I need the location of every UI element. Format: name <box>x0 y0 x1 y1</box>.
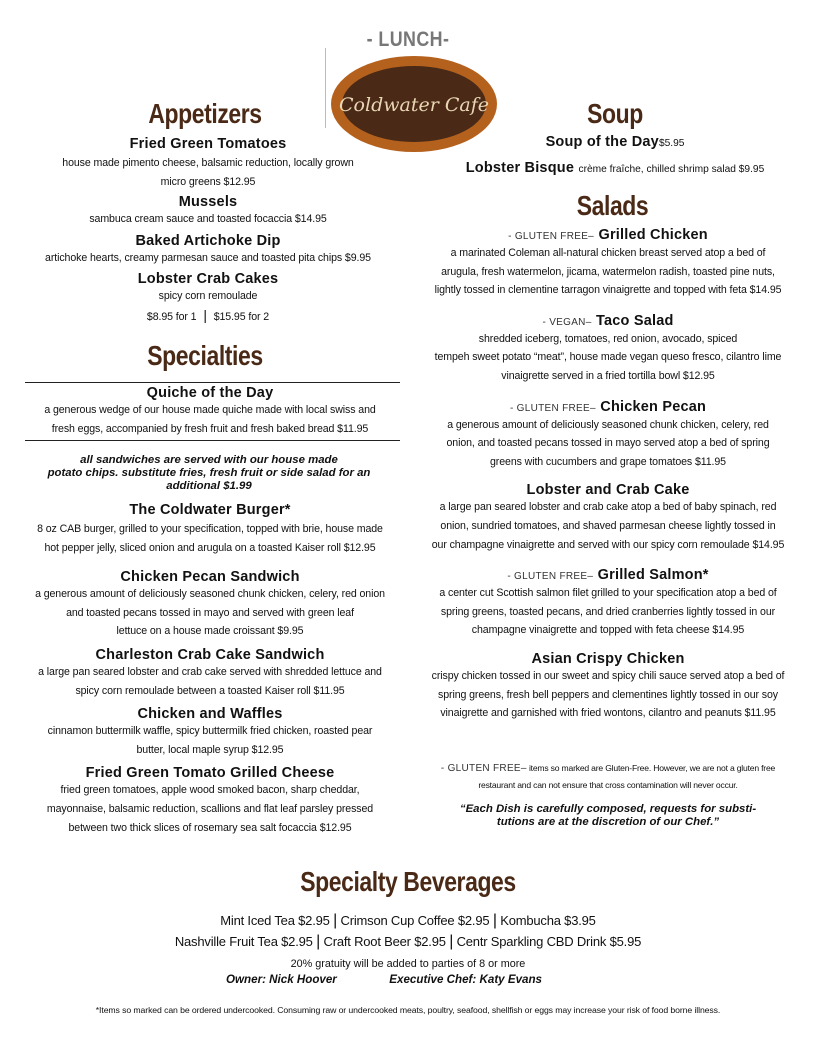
menu-item-name: Baked Artichoke Dip <box>135 232 281 249</box>
menu-item-desc: greens with cucumbers and grape tomatoes $11.95 <box>490 455 726 468</box>
price-double: $15.95 for 2 <box>213 310 270 323</box>
soup-of-day-price: $5.95 <box>658 138 685 149</box>
staff-line <box>226 973 626 986</box>
menu-item-name: Charleston Crab Cake Sandwich <box>95 646 325 663</box>
lunch-label: - LUNCH- <box>366 28 450 51</box>
logo-text: Coldwater Cafe <box>339 94 489 116</box>
menu-item-desc: spicy corn remoulade <box>158 290 258 303</box>
quiche-rule-bottom <box>25 440 400 441</box>
diet-tag: - GLUTEN FREE– <box>509 402 596 414</box>
salads-list <box>408 226 808 723</box>
diet-tag: - GLUTEN FREE– <box>507 571 594 583</box>
quiche-box <box>25 385 395 438</box>
diet-tag: - GLUTEN FREE– <box>440 763 527 774</box>
menu-item-desc: hot pepper jelly, sliced onion and arugula on a toasted Kaiser roll $12.95 <box>44 541 376 554</box>
menu-item-name: Chicken Pecan <box>600 398 707 415</box>
beverage-item: Craft Root Beer $2.95 <box>323 934 446 949</box>
gluten-free-note <box>412 760 804 793</box>
menu-item-desc: vinaigrette served in a fried tortilla bowl $12.95 <box>501 369 715 382</box>
menu-item-desc: sambuca cream sauce and toasted focaccia $14.95 <box>89 213 327 226</box>
chef-name: Executive Chef: Katy Evans <box>389 973 543 986</box>
menu-item-desc: mayonnaise, balsamic reduction, scallions and flat leaf parsley pressed <box>46 802 374 815</box>
quote-line: “Each Dish is carefully composed, requests for substi- <box>459 803 757 815</box>
menu-item-desc: a generous wedge of our house made quiche made with local swiss and <box>44 404 376 416</box>
menu-item-desc: a marinated Coleman all-natural chicken breast served atop a bed of <box>450 247 766 259</box>
menu-item-desc: spring greens, fresh bell peppers and clementines lightly tossed in our soy <box>438 688 778 701</box>
menu-item-name: Grilled Salmon* <box>597 567 709 584</box>
menu-item-desc: lightly tossed in clementine tarragon vinaigrette and topped with feta $14.95 <box>434 284 782 297</box>
soup-of-day: Soup of the Day <box>545 134 659 150</box>
menu-item-desc: fresh eggs, accompanied by fresh fruit and fresh baked bread $11.95 <box>51 422 369 435</box>
menu-item-desc: fried green tomatoes, apple wood smoked bacon, sharp cheddar, <box>60 784 360 797</box>
menu-item-name: Taco Salad <box>596 312 674 329</box>
menu-item-name: Chicken and Waffles <box>137 706 283 723</box>
chef-quote <box>412 803 804 829</box>
beverage-item: Nashville Fruit Tea $2.95 <box>174 934 313 949</box>
menu-item-desc: onion, and toasted pecans tossed in mayo served atop a bed of spring <box>446 437 770 450</box>
menu-item-desc: cinnamon buttermilk waffle, spicy buttermilk fried chicken, roasted pear <box>47 725 373 738</box>
menu-item-desc: butter, local maple syrup $12.95 <box>136 743 284 756</box>
menu-item-name: Asian Crispy Chicken <box>531 650 685 667</box>
lobster-bisque: Lobster Bisque <box>465 160 575 176</box>
menu-item-desc: a generous amount of deliciously seasoned chunk chicken, celery, red onion <box>35 588 385 601</box>
beverages-title: Specialty Beverages <box>300 866 516 897</box>
gratuity-note: 20% gratuity will be added to parties of 8 or more <box>290 958 526 970</box>
beverage-item: Crimson Cup Coffee $2.95 <box>340 913 490 928</box>
specialties-title: Specialties <box>147 340 263 371</box>
soup-list <box>420 133 810 177</box>
note-line: potato chips. substitute fries, fresh fruit or side salad for an <box>47 467 371 479</box>
menu-item-desc: artichoke hearts, creamy parmesan sauce and toasted pita chips $9.95 <box>45 251 371 264</box>
menu-item-desc: micro greens $12.95 <box>160 175 256 188</box>
soup-title: Soup <box>587 98 643 129</box>
gf-note-line: items so marked are Gluten-Free. However, we are not a gluten free <box>528 763 776 773</box>
menu-item-name: Chicken Pecan Sandwich <box>120 569 300 586</box>
menu-item-name: The Coldwater Burger* <box>129 502 291 518</box>
menu-item-desc: a generous amount of deliciously seasoned chunk chicken, celery, red <box>447 418 769 431</box>
gf-note-line: restaurant and can not ensure that cross contamination will never occur. <box>478 780 738 790</box>
menu-item-desc: and toasted pecans tossed in mayo and served with green leaf <box>66 606 354 619</box>
appetizers-list <box>28 136 388 327</box>
quote-line: tutions are at the discretion of our Chef.” <box>496 816 720 828</box>
menu-item-desc: a large pan seared lobster and crab cake atop a bed of baby spinach, red <box>439 501 777 514</box>
owner-name: Owner: Nick Hoover <box>226 973 337 986</box>
menu-item-desc: champagne vinaigrette and topped with feta cheese $14.95 <box>471 624 745 637</box>
menu-item-name: Lobster Crab Cakes <box>137 271 279 288</box>
beverage-item: Kombucha $3.95 <box>500 913 596 928</box>
salads-title: Salads <box>576 190 649 221</box>
menu-item-desc: our champagne vinaigrette and served with our spicy corn remoulade $14.95 <box>431 538 785 551</box>
price-single: $8.95 for 1 <box>146 310 197 323</box>
menu-item-name: Mussels <box>178 194 238 211</box>
sandwich-note <box>18 454 400 493</box>
menu-item-desc: arugula, fresh watermelon, jicama, watermelon radish, toasted pine nuts, <box>441 265 775 278</box>
header-divider <box>325 48 326 128</box>
menu-item-desc: lettuce on a house made croissant $9.95 <box>116 625 304 638</box>
menu-item-desc: vinaigrette and garnished with fried wontons, cilantro and peanuts $11.95 <box>440 707 776 720</box>
beverage-row: Nashville Fruit Tea $2.95 | Craft Root Beer $2.95 | Centr Sparkling CBD Drink $5.95 <box>174 933 642 950</box>
menu-item-desc: spring greens, toasted pecans, and dried cranberries lightly tossed in our <box>440 605 776 618</box>
quiche-rule-top <box>25 382 400 383</box>
appetizers-title: Appetizers <box>148 98 262 129</box>
beverage-item: Mint Iced Tea $2.95 <box>220 913 330 928</box>
menu-item-desc: tempeh sweet potato “meat”, house made vegan queso fresco, cilantro lime <box>434 351 782 364</box>
undercooked-disclaimer: *Items so marked can be ordered undercooked. Consuming raw or undercooked meats, poultry, seafood, shellfish or eggs may increase your risk of food borne illness. <box>95 1005 721 1015</box>
beverage-row: Mint Iced Tea $2.95 | Crimson Cup Coffee $2.95 | Kombucha $3.95 <box>220 912 596 929</box>
menu-item-desc: onion, sundried tomatoes, and shaved parmesan cheese lightly tossed in <box>440 519 776 532</box>
menu-item-name: Grilled Chicken <box>598 227 708 243</box>
beverages-list <box>100 910 716 952</box>
menu-item-desc: a center cut Scottish salmon filet grilled to your specification atop a bed of <box>439 587 777 600</box>
menu-item-desc: shredded iceberg, tomatoes, red onion, avocado, spiced <box>478 332 738 345</box>
lobster-bisque-desc: crème fraîche, chilled shrimp salad $9.95 <box>578 164 765 175</box>
menu-item-desc: spicy corn remoulade between a toasted Kaiser roll $11.95 <box>75 684 345 697</box>
menu-item-desc: a large pan seared lobster and crab cake served with shredded lettuce and <box>38 665 382 678</box>
note-line: additional $1.99 <box>166 480 252 492</box>
menu-item-desc: between two thick slices of rosemary sea salt focaccia $12.95 <box>68 821 352 834</box>
note-line: all sandwiches are served with our house made <box>80 454 338 466</box>
menu-item-desc: 8 oz CAB burger, grilled to your specification, topped with brie, house made <box>37 523 383 535</box>
menu-item-name: Quiche of the Day <box>146 385 274 401</box>
beverage-item: Centr Sparkling CBD Drink $5.95 <box>456 934 642 949</box>
menu-item-desc: crispy chicken tossed in our sweet and spicy chili sauce served atop a bed of <box>431 669 785 682</box>
menu-item-price: $8.95 for 1 | $15.95 for 2 <box>146 306 270 323</box>
menu-item-name: Fried Green Tomato Grilled Cheese <box>85 765 335 782</box>
menu-item-desc: house made pimento cheese, balsamic reduction, locally grown <box>62 157 354 169</box>
diet-tag: - VEGAN– <box>542 316 592 328</box>
menu-item-name: Fried Green Tomatoes <box>129 136 287 152</box>
specialties-list <box>20 502 400 837</box>
diet-tag: - GLUTEN FREE– <box>508 231 595 242</box>
menu-item-name: Lobster and Crab Cake <box>526 482 690 499</box>
